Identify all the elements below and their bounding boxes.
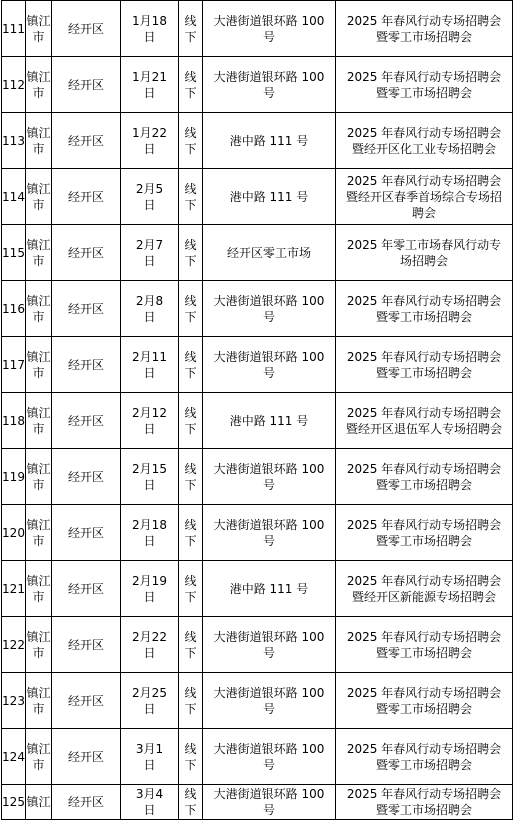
location-cell: 大港街道银环路 100 号 bbox=[203, 281, 336, 337]
district-cell: 经开区 bbox=[52, 169, 121, 225]
city-cell: 镇江市 bbox=[26, 673, 52, 729]
district-cell: 经开区 bbox=[52, 505, 121, 561]
district-cell: 经开区 bbox=[52, 449, 121, 505]
fair-name-cell: 2025 年春风行动专场招聘会暨零工市场招聘会 bbox=[336, 617, 513, 673]
row-number: 113 bbox=[2, 113, 26, 169]
fair-name-cell: 2025 年春风行动专场招聘会暨零工市场招聘会 bbox=[336, 729, 513, 785]
table-body bbox=[2, 1, 513, 820]
table-row bbox=[2, 225, 513, 281]
table-row bbox=[2, 113, 513, 169]
location-cell: 港中路 111 号 bbox=[203, 561, 336, 617]
fair-name-cell: 2025 年春风行动专场招聘会暨零工市场招聘会 bbox=[336, 449, 513, 505]
fair-name-cell: 2025 年春风行动专场招聘会暨经开区退伍军人专场招聘会 bbox=[336, 393, 513, 449]
mode-cell: 线下 bbox=[179, 169, 203, 225]
date-cell: 1月21日 bbox=[121, 57, 179, 113]
date-cell: 2月5日 bbox=[121, 169, 179, 225]
location-cell: 大港街道银环路 100 号 bbox=[203, 57, 336, 113]
city-cell: 镇江市 bbox=[26, 449, 52, 505]
mode-cell: 线下 bbox=[179, 393, 203, 449]
district-cell: 经开区 bbox=[52, 561, 121, 617]
location-cell: 港中路 111 号 bbox=[203, 393, 336, 449]
job-fair-table bbox=[1, 0, 513, 820]
city-cell: 镇江市 bbox=[26, 1, 52, 57]
district-cell: 经开区 bbox=[52, 337, 121, 393]
table-row bbox=[2, 1, 513, 57]
location-cell: 港中路 111 号 bbox=[203, 113, 336, 169]
city-cell: 镇江市 bbox=[26, 281, 52, 337]
mode-cell: 线下 bbox=[179, 729, 203, 785]
location-cell: 大港街道银环路 100 号 bbox=[203, 785, 336, 820]
district-cell: 经开区 bbox=[52, 393, 121, 449]
district-cell: 经开区 bbox=[52, 225, 121, 281]
row-number: 123 bbox=[2, 673, 26, 729]
fair-name-cell: 2025 年春风行动专场招聘会暨零工市场招聘会 bbox=[336, 281, 513, 337]
row-number: 121 bbox=[2, 561, 26, 617]
mode-cell: 线下 bbox=[179, 785, 203, 820]
mode-cell: 线下 bbox=[179, 617, 203, 673]
date-cell: 2月11日 bbox=[121, 337, 179, 393]
table-row bbox=[2, 169, 513, 225]
date-cell: 2月8日 bbox=[121, 281, 179, 337]
district-cell: 经开区 bbox=[52, 785, 121, 820]
fair-name-cell: 2025 年春风行动专场招聘会暨经开区春季首场综合专场招聘会 bbox=[336, 169, 513, 225]
location-cell: 大港街道银环路 100 号 bbox=[203, 617, 336, 673]
mode-cell: 线下 bbox=[179, 505, 203, 561]
location-cell: 大港街道银环路 100 号 bbox=[203, 449, 336, 505]
mode-cell: 线下 bbox=[179, 281, 203, 337]
city-cell: 镇江市 bbox=[26, 225, 52, 281]
row-number: 124 bbox=[2, 729, 26, 785]
date-cell: 3月4日 bbox=[121, 785, 179, 820]
mode-cell: 线下 bbox=[179, 225, 203, 281]
mode-cell: 线下 bbox=[179, 561, 203, 617]
fair-name-cell: 2025 年零工市场春风行动专场招聘会 bbox=[336, 225, 513, 281]
table-row bbox=[2, 729, 513, 785]
location-cell: 大港街道银环路 100 号 bbox=[203, 505, 336, 561]
district-cell: 经开区 bbox=[52, 673, 121, 729]
fair-name-cell: 2025 年春风行动专场招聘会暨零工市场招聘会 bbox=[336, 505, 513, 561]
row-number: 116 bbox=[2, 281, 26, 337]
row-number: 120 bbox=[2, 505, 26, 561]
location-cell: 经开区零工市场 bbox=[203, 225, 336, 281]
mode-cell: 线下 bbox=[179, 113, 203, 169]
table-row bbox=[2, 617, 513, 673]
city-cell: 镇江 bbox=[26, 785, 52, 820]
date-cell: 3月1日 bbox=[121, 729, 179, 785]
city-cell: 镇江市 bbox=[26, 393, 52, 449]
city-cell: 镇江市 bbox=[26, 57, 52, 113]
city-cell: 镇江市 bbox=[26, 729, 52, 785]
date-cell: 2月12日 bbox=[121, 393, 179, 449]
fair-name-cell: 2025 年春风行动专场招聘会暨经开区化工业专场招聘会 bbox=[336, 113, 513, 169]
district-cell: 经开区 bbox=[52, 1, 121, 57]
fair-name-cell: 2025 年春风行动专场招聘会暨零工市场招聘会 bbox=[336, 337, 513, 393]
date-cell: 2月25日 bbox=[121, 673, 179, 729]
row-number: 114 bbox=[2, 169, 26, 225]
table-row bbox=[2, 57, 513, 113]
location-cell: 大港街道银环路 100 号 bbox=[203, 673, 336, 729]
date-cell: 2月22日 bbox=[121, 617, 179, 673]
row-number: 115 bbox=[2, 225, 26, 281]
city-cell: 镇江市 bbox=[26, 113, 52, 169]
row-number: 112 bbox=[2, 57, 26, 113]
table-row bbox=[2, 785, 513, 820]
fair-name-cell: 2025 年春风行动专场招聘会暨零工市场招聘会 bbox=[336, 673, 513, 729]
fair-name-cell: 2025 年春风行动专场招聘会暨经开区新能源专场招聘会 bbox=[336, 561, 513, 617]
date-cell: 2月15日 bbox=[121, 449, 179, 505]
table-row bbox=[2, 281, 513, 337]
table-row bbox=[2, 449, 513, 505]
district-cell: 经开区 bbox=[52, 57, 121, 113]
city-cell: 镇江市 bbox=[26, 169, 52, 225]
city-cell: 镇江市 bbox=[26, 561, 52, 617]
row-number: 125 bbox=[2, 785, 26, 820]
mode-cell: 线下 bbox=[179, 449, 203, 505]
district-cell: 经开区 bbox=[52, 617, 121, 673]
fair-name-cell: 2025 年春风行动专场招聘会暨零工市场招聘会 bbox=[336, 1, 513, 57]
location-cell: 港中路 111 号 bbox=[203, 169, 336, 225]
date-cell: 2月7日 bbox=[121, 225, 179, 281]
row-number: 118 bbox=[2, 393, 26, 449]
location-cell: 大港街道银环路 100 号 bbox=[203, 337, 336, 393]
mode-cell: 线下 bbox=[179, 1, 203, 57]
mode-cell: 线下 bbox=[179, 57, 203, 113]
location-cell: 大港街道银环路 100 号 bbox=[203, 729, 336, 785]
table-row bbox=[2, 673, 513, 729]
row-number: 122 bbox=[2, 617, 26, 673]
date-cell: 2月18日 bbox=[121, 505, 179, 561]
mode-cell: 线下 bbox=[179, 337, 203, 393]
date-cell: 1月22日 bbox=[121, 113, 179, 169]
city-cell: 镇江市 bbox=[26, 617, 52, 673]
table-row bbox=[2, 393, 513, 449]
row-number: 119 bbox=[2, 449, 26, 505]
district-cell: 经开区 bbox=[52, 113, 121, 169]
row-number: 111 bbox=[2, 1, 26, 57]
city-cell: 镇江市 bbox=[26, 337, 52, 393]
table-row bbox=[2, 505, 513, 561]
district-cell: 经开区 bbox=[52, 281, 121, 337]
fair-name-cell: 2025 年春风行动专场招聘会暨零工市场招聘会 bbox=[336, 785, 513, 820]
mode-cell: 线下 bbox=[179, 673, 203, 729]
row-number: 117 bbox=[2, 337, 26, 393]
city-cell: 镇江市 bbox=[26, 505, 52, 561]
district-cell: 经开区 bbox=[52, 729, 121, 785]
date-cell: 1月18日 bbox=[121, 1, 179, 57]
table-row bbox=[2, 561, 513, 617]
location-cell: 大港街道银环路 100 号 bbox=[203, 1, 336, 57]
fair-name-cell: 2025 年春风行动专场招聘会暨零工市场招聘会 bbox=[336, 57, 513, 113]
date-cell: 2月19日 bbox=[121, 561, 179, 617]
table-row bbox=[2, 337, 513, 393]
